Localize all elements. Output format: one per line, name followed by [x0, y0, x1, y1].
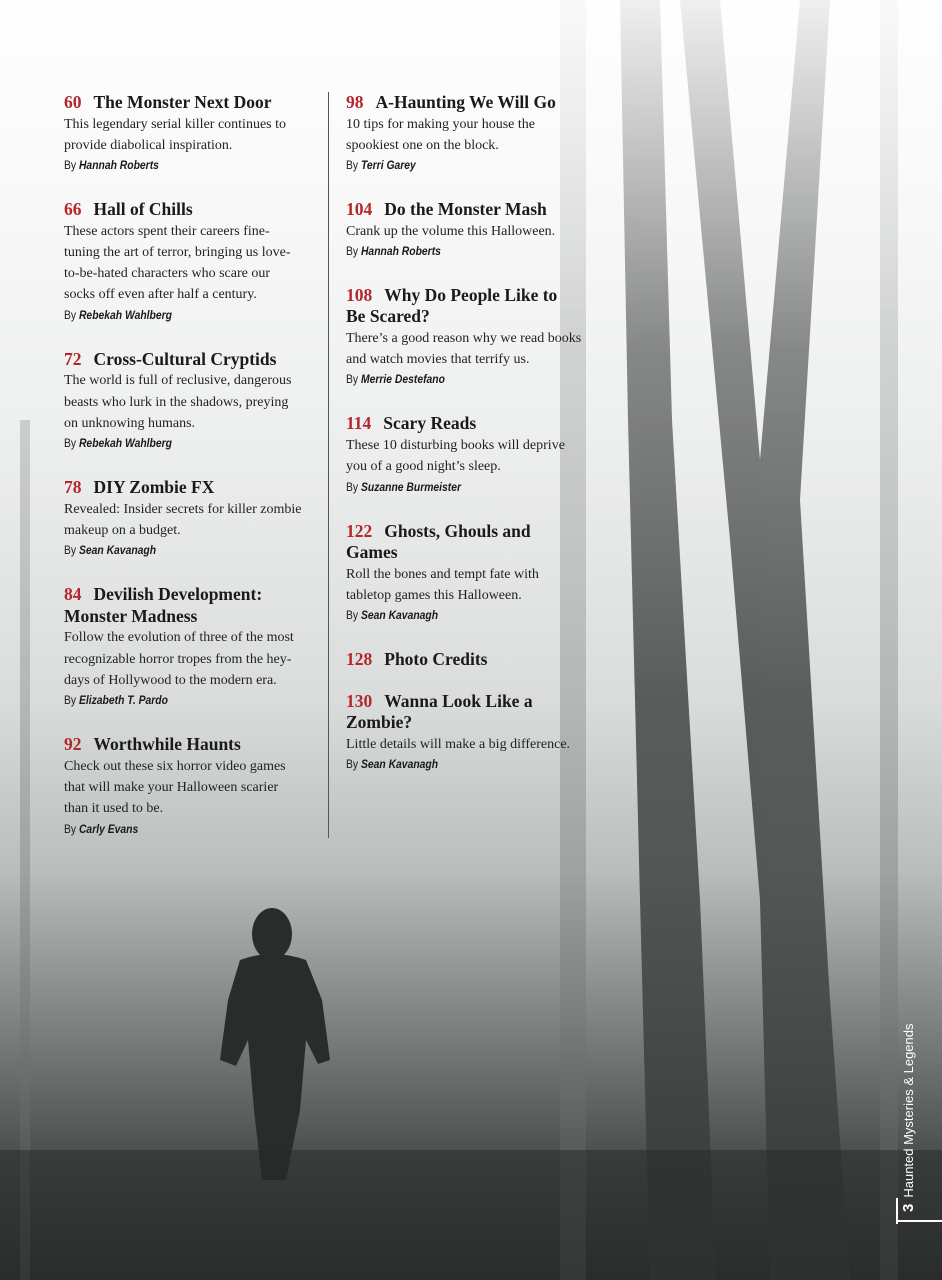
toc-entry[interactable] — [64, 477, 320, 561]
toc-entry[interactable] — [346, 649, 606, 671]
article-title: Worthwhile Haunts — [93, 734, 241, 755]
article-description: These 10 disturbing books will deprive — [346, 437, 565, 453]
article-title: The Monster Next Door — [93, 92, 272, 112]
toc-entry[interactable] — [64, 349, 320, 454]
article-description: makeup on a budget. — [64, 522, 181, 538]
article-description: Crank up the volume this Halloween. — [346, 223, 556, 239]
author-name: Merrie Destefano — [360, 374, 445, 387]
byline: By Sean Kavanagh — [346, 610, 439, 623]
page-folio — [900, 1024, 917, 1213]
article-title-line2: Zombie? — [346, 712, 413, 733]
toc-entry[interactable] — [346, 691, 606, 775]
article-title: Hall of Chills — [93, 199, 193, 220]
toc-entry[interactable] — [346, 413, 606, 497]
article-description: provide diabolical inspiration. — [64, 137, 233, 153]
author-name: Sean Kavanagh — [360, 758, 439, 771]
byline: By Hannah Roberts — [64, 160, 159, 173]
toc-entry[interactable] — [346, 199, 606, 262]
article-description: beasts who lurk in the shadows, preying — [64, 394, 289, 410]
article-description: that will make your Halloween scarier — [64, 779, 279, 795]
article-description: tabletop games this Halloween. — [346, 587, 522, 603]
author-name: Hannah Roberts — [78, 160, 159, 173]
column-divider — [328, 92, 329, 838]
article-title-line2: Monster Madness — [64, 605, 198, 626]
article-description: Follow the evolution of three of the most — [64, 630, 294, 646]
article-description: There’s a good reason why we read books — [346, 330, 582, 346]
article-title: A-Haunting We Will Go — [375, 92, 556, 112]
author-name: Rebekah Wahlberg — [78, 309, 172, 322]
author-name: Rebekah Wahlberg — [78, 438, 172, 451]
page-number: 78 — [64, 477, 82, 498]
byline: By Carly Evans — [64, 823, 139, 836]
page-number: 66 — [64, 199, 82, 220]
article-description: recognizable horror tropes from the hey- — [64, 651, 292, 667]
article-description: Revealed: Insider secrets for killer zombie — [64, 501, 302, 517]
folio-page-number: 3 — [900, 1203, 917, 1212]
page-number: 122 — [346, 520, 373, 541]
byline: By Sean Kavanagh — [64, 545, 157, 558]
byline: By Merrie Destefano — [346, 374, 445, 387]
page-number: 128 — [346, 649, 373, 670]
article-title: Devilish Development: — [93, 584, 263, 605]
byline: By Elizabeth T. Pardo — [64, 695, 168, 708]
article-description: 10 tips for making your house the — [346, 116, 535, 132]
author-name: Hannah Roberts — [360, 245, 441, 258]
article-description: on unknowing humans. — [64, 415, 196, 431]
page-number: 98 — [346, 92, 364, 112]
page-number: 60 — [64, 92, 82, 112]
author-name: Sean Kavanagh — [360, 610, 439, 623]
article-description: These actors spent their careers fine- — [64, 223, 270, 239]
byline: By Sean Kavanagh — [346, 758, 439, 771]
article-title-line2: Be Scared? — [346, 306, 430, 327]
toc-entry[interactable] — [346, 521, 606, 627]
byline: By Hannah Roberts — [346, 245, 441, 258]
folio-rule-horizontal — [898, 1220, 942, 1222]
page-number: 104 — [346, 199, 373, 220]
toc-entry[interactable] — [64, 584, 320, 711]
author-name: Terri Garey — [360, 160, 416, 173]
page-number: 92 — [64, 734, 82, 755]
toc-entry[interactable] — [346, 285, 606, 391]
author-name: Sean Kavanagh — [78, 545, 157, 558]
page-number: 130 — [346, 690, 373, 711]
byline: By Suzanne Burmeister — [346, 481, 462, 494]
article-title: Wanna Look Like a — [384, 690, 533, 711]
article-description: Check out these six horror video games — [64, 758, 286, 774]
article-description: tuning the art of terror, bringing us love- — [64, 244, 291, 260]
article-description: Roll the bones and tempt fate with — [346, 566, 539, 582]
author-name: Suzanne Burmeister — [360, 481, 462, 494]
article-description: socks off even after half a century. — [64, 287, 257, 303]
toc-entry[interactable] — [64, 199, 320, 326]
article-description: you of a good night’s sleep. — [346, 459, 501, 475]
article-title: Why Do People Like to — [384, 284, 558, 305]
page-number: 72 — [64, 348, 82, 369]
article-description: Little details will make a big difference. — [346, 736, 571, 752]
contents-right-column — [346, 92, 606, 775]
toc-entry[interactable] — [64, 734, 320, 839]
byline: By Rebekah Wahlberg — [64, 309, 172, 322]
article-description: and watch movies that terrify us. — [346, 352, 530, 368]
hooded-figure — [220, 908, 330, 1180]
article-title: DIY Zombie FX — [93, 477, 215, 498]
article-title: Scary Reads — [383, 413, 477, 434]
article-title: Cross-Cultural Cryptids — [93, 348, 277, 369]
article-title: Ghosts, Ghouls and — [384, 520, 531, 541]
article-description: than it used to be. — [64, 801, 164, 817]
author-name: Carly Evans — [78, 823, 139, 836]
contents-left-column — [64, 92, 320, 840]
article-description: The world is full of reclusive, dangerous — [64, 373, 292, 389]
article-title: Photo Credits — [384, 649, 488, 670]
byline: By Rebekah Wahlberg — [64, 438, 172, 451]
folio-publication-title: Haunted Mysteries & Legends — [901, 1023, 916, 1198]
page-number: 108 — [346, 284, 373, 305]
byline: By Terri Garey — [346, 160, 416, 173]
article-description: days of Hollywood to the modern era. — [64, 672, 277, 688]
page-number: 84 — [64, 584, 82, 605]
article-title: Do the Monster Mash — [384, 199, 547, 220]
author-name: Elizabeth T. Pardo — [78, 695, 168, 708]
article-title-line2: Games — [346, 542, 398, 563]
toc-entry[interactable] — [64, 92, 320, 176]
toc-entry[interactable] — [346, 92, 606, 176]
article-description: spookiest one on the block. — [346, 137, 499, 153]
article-description: This legendary serial killer continues to — [64, 116, 286, 132]
article-description: to-be-hated characters who scare our — [64, 266, 271, 282]
page-number: 114 — [346, 413, 372, 434]
